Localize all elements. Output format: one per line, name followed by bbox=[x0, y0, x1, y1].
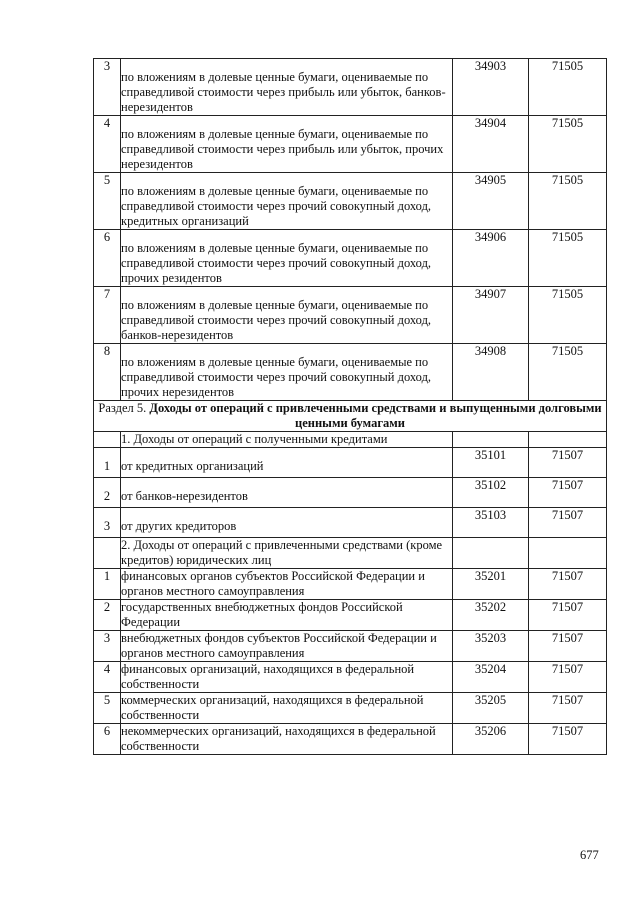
section-header bbox=[94, 401, 607, 432]
row-number: 2 bbox=[94, 478, 121, 508]
table-row bbox=[94, 693, 607, 724]
row-number: 1 bbox=[94, 448, 121, 478]
table-row bbox=[94, 508, 607, 538]
row-symbol: 35203 bbox=[453, 631, 529, 662]
table-row bbox=[94, 631, 607, 662]
table-row bbox=[94, 600, 607, 631]
table-row bbox=[94, 724, 607, 755]
row-symbol: 34908 bbox=[453, 344, 529, 401]
row-account: 71505 bbox=[529, 173, 607, 230]
row-symbol: 34907 bbox=[453, 287, 529, 344]
row-number: 2 bbox=[94, 600, 121, 631]
subsection-row bbox=[94, 432, 607, 448]
row-number: 8 bbox=[94, 344, 121, 401]
row-description: по вложениям в долевые ценные бумаги, оцениваемые по справедливой стоимости через прочий совокупный доход, кредитных организаций bbox=[121, 173, 453, 230]
row-number: 3 bbox=[94, 59, 121, 116]
table-row bbox=[94, 662, 607, 693]
page-number: 677 bbox=[580, 848, 599, 862]
row-description: внебюджетных фондов субъектов Российской Федерации и органов местного самоуправления bbox=[121, 631, 453, 662]
row-account: 71507 bbox=[529, 508, 607, 538]
row-description: государственных внебюджетных фондов Российской Федерации bbox=[121, 600, 453, 631]
table-row bbox=[94, 344, 607, 401]
table-row bbox=[94, 173, 607, 230]
table-row bbox=[94, 287, 607, 344]
row-description: от других кредиторов bbox=[121, 508, 453, 538]
row-symbol: 34904 bbox=[453, 116, 529, 173]
row-account: 71505 bbox=[529, 59, 607, 116]
account-table bbox=[93, 58, 607, 755]
table-row bbox=[94, 569, 607, 600]
row-symbol: 34905 bbox=[453, 173, 529, 230]
row-symbol: 34906 bbox=[453, 230, 529, 287]
row-description: по вложениям в долевые ценные бумаги, оцениваемые по справедливой стоимости через прочий совокупный доход, прочих нерезидентов bbox=[121, 344, 453, 401]
table-row bbox=[94, 230, 607, 287]
row-account: 71507 bbox=[529, 631, 607, 662]
row-description: по вложениям в долевые ценные бумаги, оцениваемые по справедливой стоимости через прибыль или убыток, прочих нерезидентов bbox=[121, 116, 453, 173]
row-number: 5 bbox=[94, 173, 121, 230]
row-description: финансовых органов субъектов Российской Федерации и органов местного самоуправления bbox=[121, 569, 453, 600]
table-row bbox=[94, 478, 607, 508]
row-number: 3 bbox=[94, 508, 121, 538]
row-account: 71507 bbox=[529, 662, 607, 693]
row-number: 6 bbox=[94, 230, 121, 287]
subsection-row bbox=[94, 538, 607, 569]
row-symbol: 35205 bbox=[453, 693, 529, 724]
table-row bbox=[94, 59, 607, 116]
row-number: 1 bbox=[94, 569, 121, 600]
row-symbol: 35201 bbox=[453, 569, 529, 600]
row-description: некоммерческих организаций, находящихся в федеральной собственности bbox=[121, 724, 453, 755]
row-description: по вложениям в долевые ценные бумаги, оцениваемые по справедливой стоимости через прочий совокупный доход, банков-нерезидентов bbox=[121, 287, 453, 344]
row-description: по вложениям в долевые ценные бумаги, оцениваемые по справедливой стоимости через прибыль или убыток, банков-нерезидентов bbox=[121, 59, 453, 116]
row-account: 71505 bbox=[529, 116, 607, 173]
row-symbol: 35101 bbox=[453, 448, 529, 478]
row-description: от банков-нерезидентов bbox=[121, 478, 453, 508]
row-symbol: 35204 bbox=[453, 662, 529, 693]
row-account: 71507 bbox=[529, 448, 607, 478]
row-description: от кредитных организаций bbox=[121, 448, 453, 478]
section-title: Доходы от операций с привлеченными средствами и выпущенными долговыми ценными бумагами bbox=[149, 401, 602, 430]
row-number: 4 bbox=[94, 116, 121, 173]
row-account: 71507 bbox=[529, 693, 607, 724]
table-row bbox=[94, 448, 607, 478]
row-account: 71505 bbox=[529, 230, 607, 287]
subsection-title: 1. Доходы от операций с полученными кредитами bbox=[121, 432, 453, 448]
row-description: коммерческих организаций, находящихся в федеральной собственности bbox=[121, 693, 453, 724]
table-row bbox=[94, 116, 607, 173]
row-number: 6 bbox=[94, 724, 121, 755]
row-number: 3 bbox=[94, 631, 121, 662]
row-number: 5 bbox=[94, 693, 121, 724]
row-symbol: 35103 bbox=[453, 508, 529, 538]
row-account: 71505 bbox=[529, 287, 607, 344]
row-symbol: 35102 bbox=[453, 478, 529, 508]
row-account: 71507 bbox=[529, 569, 607, 600]
row-description: по вложениям в долевые ценные бумаги, оцениваемые по справедливой стоимости через прочий совокупный доход, прочих резидентов bbox=[121, 230, 453, 287]
row-symbol: 35202 bbox=[453, 600, 529, 631]
row-number: 4 bbox=[94, 662, 121, 693]
row-account: 71505 bbox=[529, 344, 607, 401]
row-description: финансовых организаций, находящихся в федеральной собственности bbox=[121, 662, 453, 693]
row-account: 71507 bbox=[529, 600, 607, 631]
row-account: 71507 bbox=[529, 478, 607, 508]
row-account: 71507 bbox=[529, 724, 607, 755]
row-symbol: 35206 bbox=[453, 724, 529, 755]
section-prefix: Раздел 5. bbox=[98, 401, 150, 415]
row-number: 7 bbox=[94, 287, 121, 344]
subsection-title: 2. Доходы от операций с привлеченными средствами (кроме кредитов) юридических лиц bbox=[121, 538, 453, 569]
section-header-row bbox=[94, 401, 607, 432]
row-symbol: 34903 bbox=[453, 59, 529, 116]
